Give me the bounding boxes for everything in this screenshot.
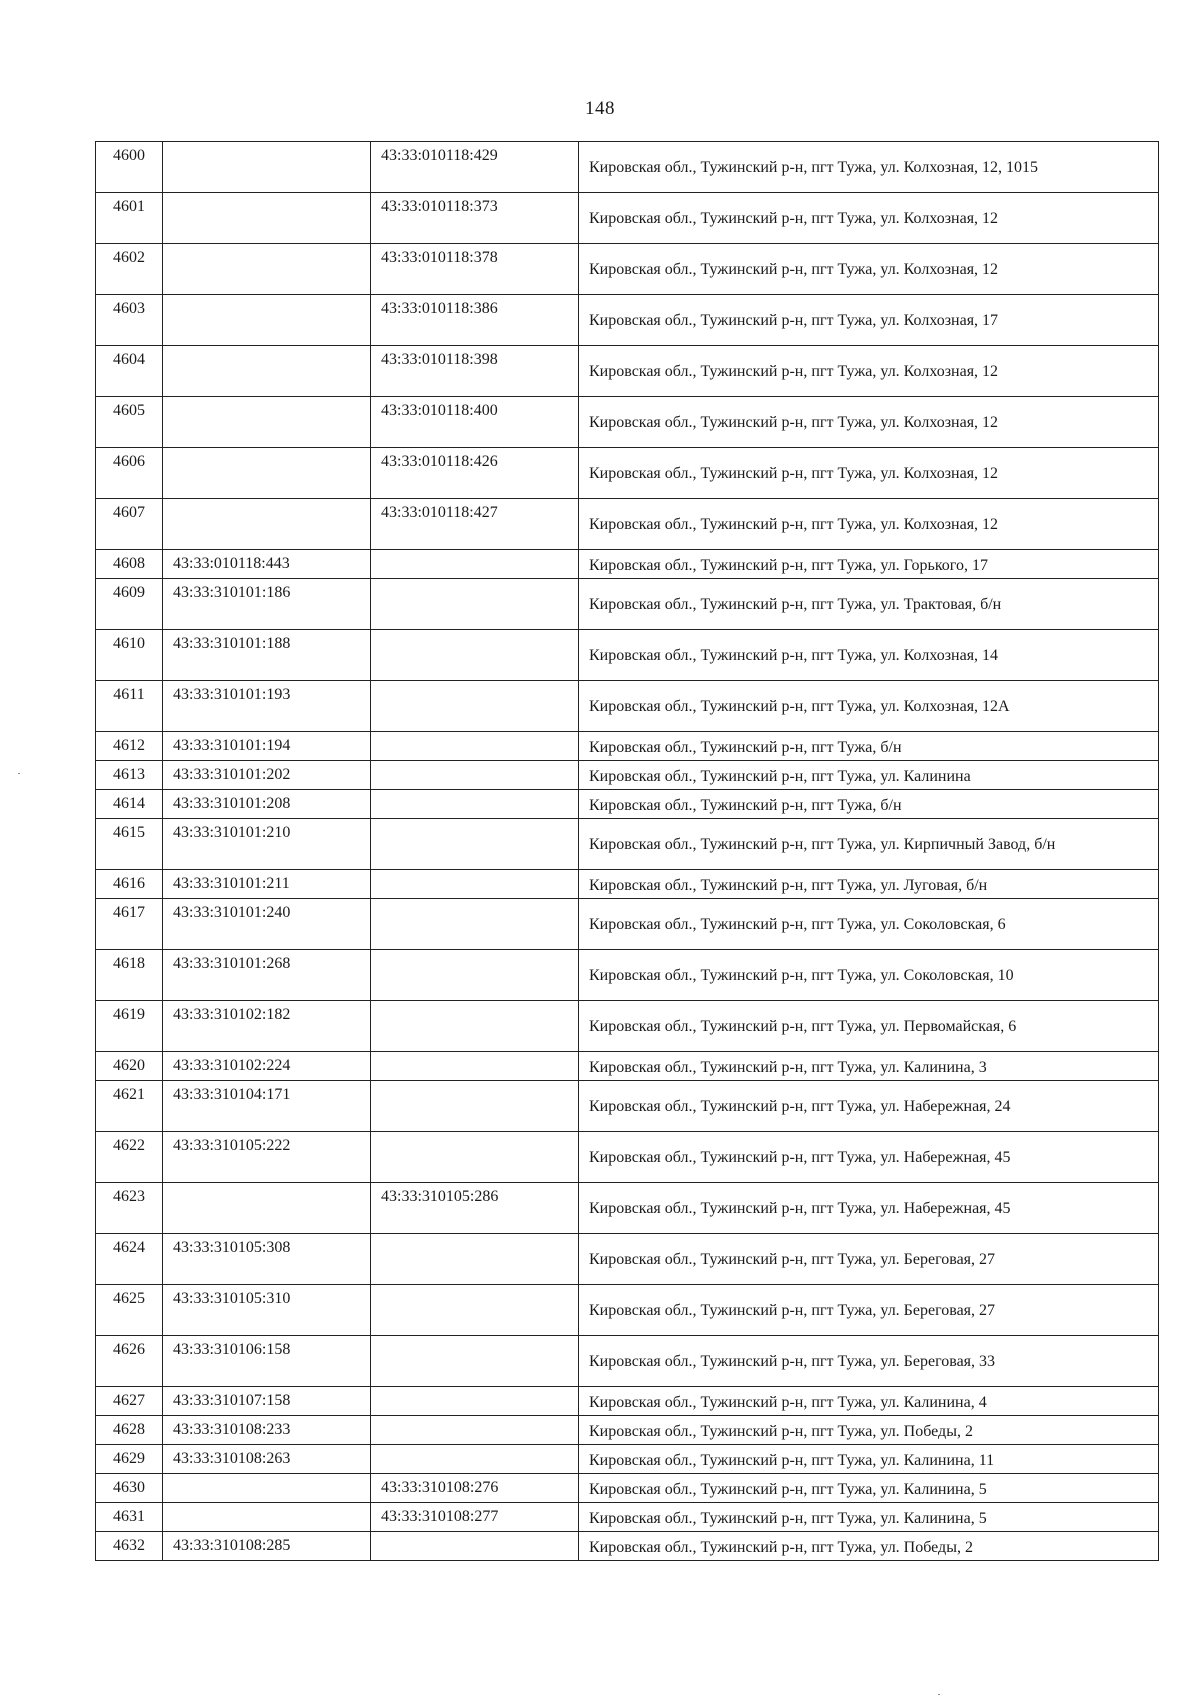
address-cell: Кировская обл., Тужинский р-н, пгт Тужа, ул. Горького, 17 (579, 550, 1159, 579)
row-number-cell: 4620 (96, 1052, 163, 1081)
cadastral-number-alt-cell (371, 579, 579, 630)
row-number-cell: 4629 (96, 1445, 163, 1474)
table-row (96, 448, 1159, 499)
row-number-cell: 4604 (96, 346, 163, 397)
cadastral-number-cell: 43:33:310101:188 (163, 630, 371, 681)
cadastral-number-cell (163, 448, 371, 499)
row-number-cell: 4621 (96, 1081, 163, 1132)
row-number-cell: 4603 (96, 295, 163, 346)
row-number-cell: 4619 (96, 1001, 163, 1052)
cadastral-number-cell (163, 193, 371, 244)
table-row (96, 1416, 1159, 1445)
cadastral-number-alt-cell: 43:33:310108:276 (371, 1474, 579, 1503)
cadastral-number-alt-cell: 43:33:010118:429 (371, 142, 579, 193)
row-number-cell: 4605 (96, 397, 163, 448)
cadastral-number-alt-cell (371, 1445, 579, 1474)
cadastral-number-cell: 43:33:310106:158 (163, 1336, 371, 1387)
row-number-cell: 4606 (96, 448, 163, 499)
cadastral-number-cell (163, 1474, 371, 1503)
table-row (96, 1532, 1159, 1561)
cadastral-number-cell (163, 1183, 371, 1234)
row-number-cell: 4615 (96, 819, 163, 870)
cadastral-number-alt-cell (371, 1285, 579, 1336)
cadastral-number-alt-cell: 43:33:010118:398 (371, 346, 579, 397)
cadastral-number-cell: 43:33:310105:308 (163, 1234, 371, 1285)
cadastral-number-cell (163, 346, 371, 397)
address-cell: Кировская обл., Тужинский р-н, пгт Тужа, ул. Колхозная, 17 (579, 295, 1159, 346)
table-row (96, 244, 1159, 295)
cadastral-number-alt-cell: 43:33:010118:426 (371, 448, 579, 499)
address-cell: Кировская обл., Тужинский р-н, пгт Тужа, ул. Набережная, 45 (579, 1132, 1159, 1183)
cadastral-number-alt-cell (371, 950, 579, 1001)
table-row (96, 295, 1159, 346)
address-cell: Кировская обл., Тужинский р-н, пгт Тужа, ул. Луговая, б/н (579, 870, 1159, 899)
cadastral-number-cell: 43:33:310101:193 (163, 681, 371, 732)
table-row (96, 1285, 1159, 1336)
table-row (96, 1001, 1159, 1052)
cadastral-number-alt-cell (371, 790, 579, 819)
row-number-cell: 4628 (96, 1416, 163, 1445)
page-number: 148 (585, 98, 615, 119)
table-row (96, 732, 1159, 761)
cadastral-number-cell: 43:33:310101:268 (163, 950, 371, 1001)
cadastral-number-cell: 43:33:310107:158 (163, 1387, 371, 1416)
row-number-cell: 4622 (96, 1132, 163, 1183)
row-number-cell: 4617 (96, 899, 163, 950)
table-row (96, 499, 1159, 550)
cadastral-number-alt-cell (371, 761, 579, 790)
row-number-cell: 4632 (96, 1532, 163, 1561)
cadastral-number-cell: 43:33:310108:233 (163, 1416, 371, 1445)
row-number-cell: 4600 (96, 142, 163, 193)
cadastral-number-alt-cell (371, 550, 579, 579)
address-cell: Кировская обл., Тужинский р-н, пгт Тужа, ул. Колхозная, 12 (579, 244, 1159, 295)
row-number-cell: 4608 (96, 550, 163, 579)
address-cell: Кировская обл., Тужинский р-н, пгт Тужа, ул. Калинина, 5 (579, 1474, 1159, 1503)
cadastral-number-cell: 43:33:310101:211 (163, 870, 371, 899)
table-row (96, 790, 1159, 819)
row-number-cell: 4614 (96, 790, 163, 819)
row-number-cell: 4625 (96, 1285, 163, 1336)
row-number-cell: 4618 (96, 950, 163, 1001)
cadastral-number-alt-cell (371, 819, 579, 870)
cadastral-number-cell (163, 142, 371, 193)
table-row (96, 761, 1159, 790)
address-cell: Кировская обл., Тужинский р-н, пгт Тужа, ул. Соколовская, 10 (579, 950, 1159, 1001)
cadastral-number-alt-cell (371, 1132, 579, 1183)
table-row (96, 397, 1159, 448)
address-cell: Кировская обл., Тужинский р-н, пгт Тужа, ул. Калинина, 5 (579, 1503, 1159, 1532)
table-row (96, 1234, 1159, 1285)
table-row (96, 950, 1159, 1001)
table-row (96, 1081, 1159, 1132)
cadastral-number-cell: 43:33:310105:222 (163, 1132, 371, 1183)
cadastral-number-cell: 43:33:310105:310 (163, 1285, 371, 1336)
cadastral-number-cell: 43:33:310101:210 (163, 819, 371, 870)
row-number-cell: 4630 (96, 1474, 163, 1503)
cadastral-number-cell: 43:33:310101:202 (163, 761, 371, 790)
row-number-cell: 4602 (96, 244, 163, 295)
address-cell: Кировская обл., Тужинский р-н, пгт Тужа, ул. Колхозная, 12 (579, 193, 1159, 244)
table-row (96, 1336, 1159, 1387)
row-number-cell: 4627 (96, 1387, 163, 1416)
cadastral-number-alt-cell (371, 1336, 579, 1387)
cadastral-number-cell: 43:33:310102:182 (163, 1001, 371, 1052)
address-cell: Кировская обл., Тужинский р-н, пгт Тужа, б/н (579, 790, 1159, 819)
table-row (96, 681, 1159, 732)
address-cell: Кировская обл., Тужинский р-н, пгт Тужа, ул. Колхозная, 12, 1015 (579, 142, 1159, 193)
cadastral-number-cell: 43:33:310102:224 (163, 1052, 371, 1081)
cadastral-number-alt-cell (371, 1001, 579, 1052)
cadastral-number-alt-cell: 43:33:010118:386 (371, 295, 579, 346)
row-number-cell: 4626 (96, 1336, 163, 1387)
row-number-cell: 4631 (96, 1503, 163, 1532)
table-row (96, 899, 1159, 950)
table-row (96, 1503, 1159, 1532)
address-cell: Кировская обл., Тужинский р-н, пгт Тужа, ул. Колхозная, 12 (579, 448, 1159, 499)
table-row (96, 1052, 1159, 1081)
row-number-cell: 4624 (96, 1234, 163, 1285)
address-cell: Кировская обл., Тужинский р-н, пгт Тужа, ул. Калинина, 4 (579, 1387, 1159, 1416)
cadastral-number-cell (163, 244, 371, 295)
cadastral-number-cell (163, 397, 371, 448)
address-cell: Кировская обл., Тужинский р-н, пгт Тужа, ул. Колхозная, 12 (579, 397, 1159, 448)
cadastral-number-cell: 43:33:010118:443 (163, 550, 371, 579)
row-number-cell: 4610 (96, 630, 163, 681)
cadastral-number-alt-cell (371, 1234, 579, 1285)
registry-table (95, 141, 1159, 1561)
cadastral-number-alt-cell: 43:33:310105:286 (371, 1183, 579, 1234)
cadastral-number-cell: 43:33:310104:171 (163, 1081, 371, 1132)
row-number-cell: 4601 (96, 193, 163, 244)
table-row (96, 630, 1159, 681)
table-row (96, 142, 1159, 193)
cadastral-number-alt-cell (371, 870, 579, 899)
address-cell: Кировская обл., Тужинский р-н, пгт Тужа, ул. Победы, 2 (579, 1416, 1159, 1445)
row-number-cell: 4607 (96, 499, 163, 550)
address-cell: Кировская обл., Тужинский р-н, пгт Тужа, ул. Набережная, 24 (579, 1081, 1159, 1132)
cadastral-number-cell: 43:33:310101:194 (163, 732, 371, 761)
address-cell: Кировская обл., Тужинский р-н, пгт Тужа, ул. Береговая, 27 (579, 1285, 1159, 1336)
cadastral-number-alt-cell (371, 1416, 579, 1445)
address-cell: Кировская обл., Тужинский р-н, пгт Тужа, ул. Первомайская, 6 (579, 1001, 1159, 1052)
cadastral-number-cell (163, 1503, 371, 1532)
address-cell: Кировская обл., Тужинский р-н, пгт Тужа, ул. Набережная, 45 (579, 1183, 1159, 1234)
table-row (96, 550, 1159, 579)
cadastral-number-alt-cell: 43:33:010118:400 (371, 397, 579, 448)
address-cell: Кировская обл., Тужинский р-н, пгт Тужа, б/н (579, 732, 1159, 761)
cadastral-number-alt-cell: 43:33:310108:277 (371, 1503, 579, 1532)
cadastral-number-alt-cell (371, 681, 579, 732)
row-number-cell: 4623 (96, 1183, 163, 1234)
table-row (96, 579, 1159, 630)
cadastral-number-alt-cell (371, 732, 579, 761)
cadastral-number-cell: 43:33:310101:186 (163, 579, 371, 630)
table-row (96, 193, 1159, 244)
address-cell: Кировская обл., Тужинский р-н, пгт Тужа, ул. Колхозная, 14 (579, 630, 1159, 681)
address-cell: Кировская обл., Тужинский р-н, пгт Тужа, ул. Береговая, 27 (579, 1234, 1159, 1285)
address-cell: Кировская обл., Тужинский р-н, пгт Тужа, ул. Победы, 2 (579, 1532, 1159, 1561)
address-cell: Кировская обл., Тужинский р-н, пгт Тужа, ул. Калинина (579, 761, 1159, 790)
row-number-cell: 4611 (96, 681, 163, 732)
scan-speck (938, 1694, 940, 1695)
address-cell: Кировская обл., Тужинский р-н, пгт Тужа, ул. Колхозная, 12А (579, 681, 1159, 732)
row-number-cell: 4609 (96, 579, 163, 630)
cadastral-number-alt-cell: 43:33:010118:373 (371, 193, 579, 244)
cadastral-number-alt-cell (371, 1532, 579, 1561)
cadastral-number-alt-cell (371, 1052, 579, 1081)
cadastral-number-alt-cell (371, 899, 579, 950)
row-number-cell: 4613 (96, 761, 163, 790)
address-cell: Кировская обл., Тужинский р-н, пгт Тужа, ул. Калинина, 11 (579, 1445, 1159, 1474)
cadastral-number-cell: 43:33:310101:240 (163, 899, 371, 950)
cadastral-number-alt-cell (371, 1387, 579, 1416)
registry-body (96, 142, 1159, 1561)
row-number-cell: 4616 (96, 870, 163, 899)
table-row (96, 1387, 1159, 1416)
cadastral-number-alt-cell: 43:33:010118:378 (371, 244, 579, 295)
table-row (96, 1132, 1159, 1183)
address-cell: Кировская обл., Тужинский р-н, пгт Тужа, ул. Колхозная, 12 (579, 499, 1159, 550)
table-row (96, 1474, 1159, 1503)
table-row (96, 346, 1159, 397)
table-row (96, 870, 1159, 899)
cadastral-number-cell (163, 295, 371, 346)
cadastral-number-cell: 43:33:310108:263 (163, 1445, 371, 1474)
cadastral-number-cell: 43:33:310108:285 (163, 1532, 371, 1561)
address-cell: Кировская обл., Тужинский р-н, пгт Тужа, ул. Колхозная, 12 (579, 346, 1159, 397)
scan-speck (18, 773, 20, 774)
cadastral-number-alt-cell (371, 630, 579, 681)
address-cell: Кировская обл., Тужинский р-н, пгт Тужа, ул. Соколовская, 6 (579, 899, 1159, 950)
address-cell: Кировская обл., Тужинский р-н, пгт Тужа, ул. Береговая, 33 (579, 1336, 1159, 1387)
row-number-cell: 4612 (96, 732, 163, 761)
cadastral-number-alt-cell (371, 1081, 579, 1132)
table-row (96, 1183, 1159, 1234)
cadastral-number-alt-cell: 43:33:010118:427 (371, 499, 579, 550)
address-cell: Кировская обл., Тужинский р-н, пгт Тужа, ул. Трактовая, б/н (579, 579, 1159, 630)
address-cell: Кировская обл., Тужинский р-н, пгт Тужа, ул. Калинина, 3 (579, 1052, 1159, 1081)
cadastral-number-cell: 43:33:310101:208 (163, 790, 371, 819)
address-cell: Кировская обл., Тужинский р-н, пгт Тужа, ул. Кирпичный Завод, б/н (579, 819, 1159, 870)
cadastral-number-cell (163, 499, 371, 550)
table-row (96, 819, 1159, 870)
table-row (96, 1445, 1159, 1474)
